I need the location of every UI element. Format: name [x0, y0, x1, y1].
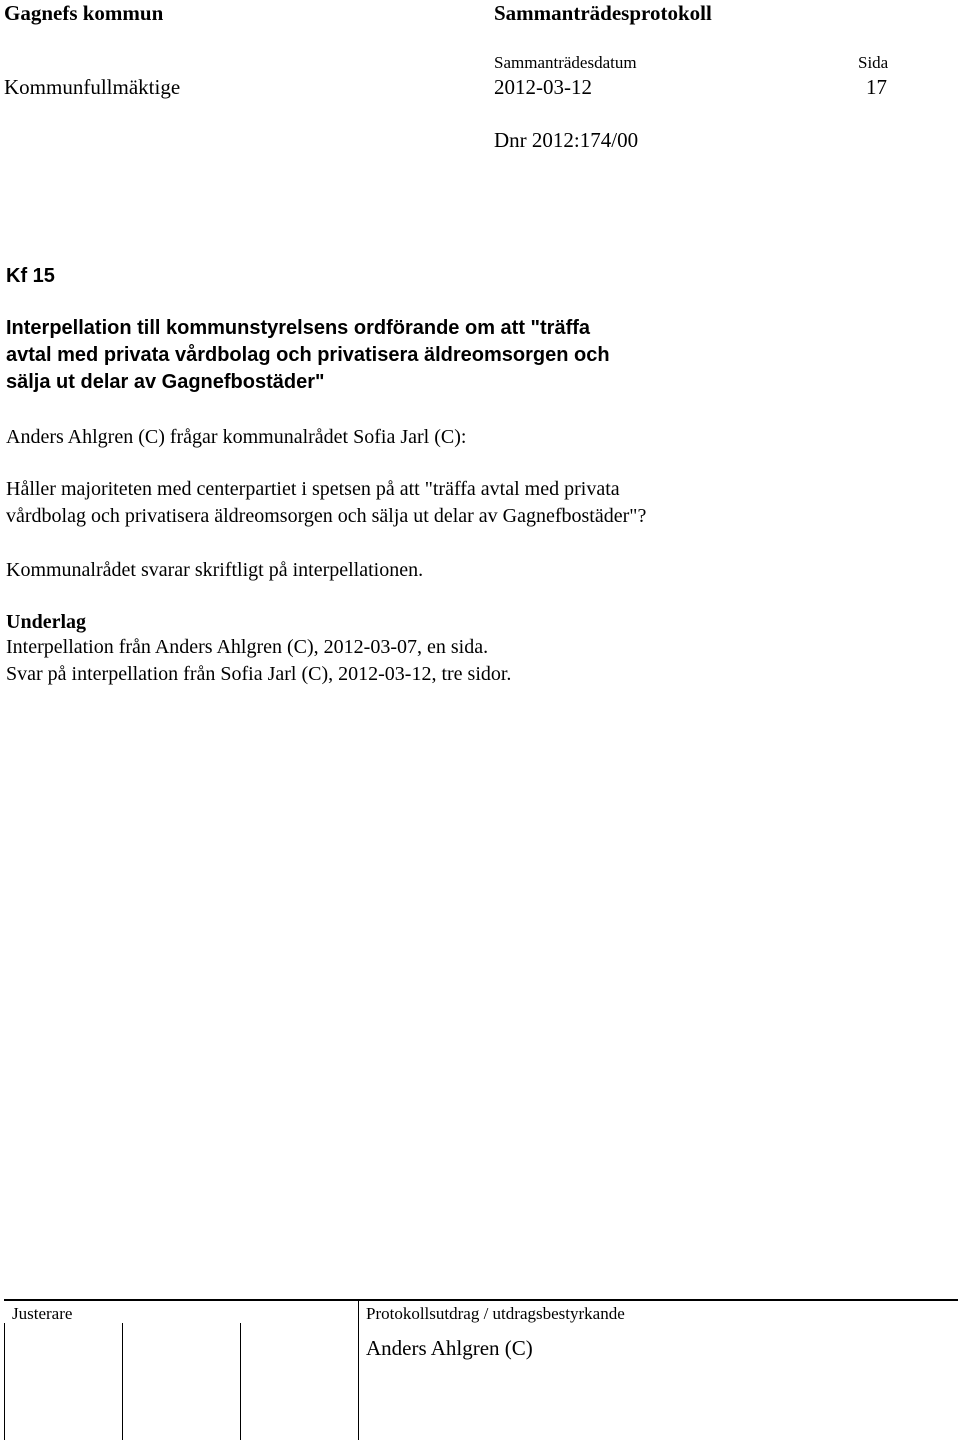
- page-number: 17: [866, 75, 887, 99]
- signature-box-divider: [358, 1301, 359, 1440]
- answer-paragraph: Kommunalrådet svarar skriftligt på interpellationen.: [6, 559, 424, 581]
- adjusters-label: Justerare: [12, 1304, 73, 1323]
- footer-divider: [4, 1299, 958, 1301]
- question-line: Håller majoriteten med centerpartiet i spetsen på att "träffa avtal med privata: [6, 478, 620, 500]
- document-type: Sammanträdesprotokoll: [494, 1, 712, 25]
- signature-box-divider: [122, 1323, 123, 1440]
- basis-heading: Underlag: [6, 611, 86, 633]
- question-line: vårdbolag och privatisera äldreomsorgen och sälja ut delar av Gagnefbostäder"?: [6, 505, 647, 527]
- signature-box-divider: [4, 1323, 5, 1440]
- intro-paragraph: Anders Ahlgren (C) frågar kommunalrådet Sofia Jarl (C):: [6, 426, 467, 448]
- meeting-date: 2012-03-12: [494, 75, 592, 99]
- basis-item: Interpellation från Anders Ahlgren (C), 2012-03-07, en sida.: [6, 636, 489, 658]
- item-title-line: Interpellation till kommunstyrelsens ordförande om att "träffa: [6, 317, 591, 339]
- page-label: Sida: [858, 53, 889, 72]
- item-title-line: sälja ut delar av Gagnefbostäder": [6, 371, 325, 393]
- extract-label: Protokollsutdrag / utdragsbestyrkande: [366, 1304, 625, 1323]
- organization-name: Gagnefs kommun: [4, 1, 164, 25]
- signature-box-divider: [240, 1323, 241, 1440]
- committee-name: Kommunfullmäktige: [4, 75, 181, 99]
- reference-number: Dnr 2012:174/00: [494, 128, 639, 152]
- extract-recipient: Anders Ahlgren (C): [366, 1336, 533, 1360]
- item-title-line: avtal med privata vårdbolag och privatisera äldreomsorgen och: [6, 344, 610, 366]
- meeting-date-label: Sammanträdesdatum: [494, 53, 637, 72]
- basis-item: Svar på interpellation från Sofia Jarl (C), 2012-03-12, tre sidor.: [6, 663, 512, 685]
- section-number: Kf 15: [6, 265, 55, 287]
